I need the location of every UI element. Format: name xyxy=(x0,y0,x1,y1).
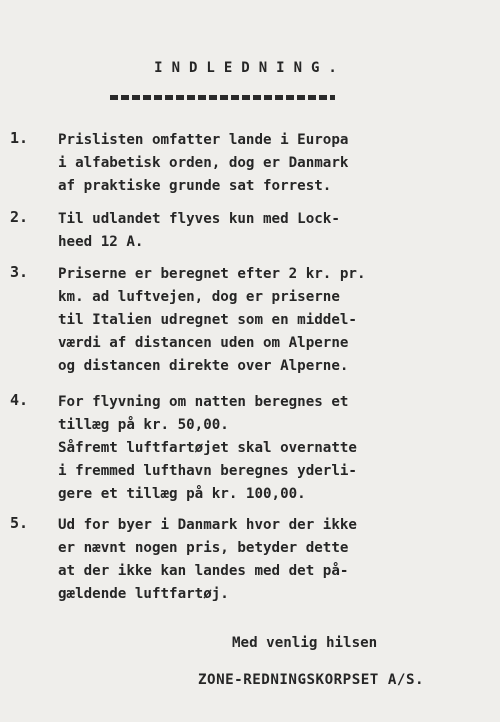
item-number: 4. xyxy=(10,391,29,409)
item-number: 5. xyxy=(10,514,29,532)
heading: INDLEDNING. xyxy=(154,60,346,76)
item-text: Prislisten omfatter lande i Europa i alfabetisk orden, dog er Danmark af praktiske grunde sat forrest. xyxy=(58,132,349,194)
item-number: 3. xyxy=(10,263,29,281)
item-text: For flyvning om natten beregnes et tillæg på kr. 50,00. Såfremt luftfartøjet skal overnatte i fremmed lufthavn beregnes yderli- gere et tillæg på kr. 100,00. xyxy=(58,394,357,502)
item-number: 2. xyxy=(10,208,29,226)
item-text: Priserne er beregnet efter 2 kr. pr. km. ad luftvejen, dog er priserne til Italien udregnet som en middel- værdi af distancen uden om Alperne og distancen direkte over Alperne. xyxy=(58,266,366,374)
item-text: Ud for byer i Danmark hvor der ikke er nævnt nogen pris, betyder dette at der ikke kan landes med det på- gældende luftfartøj. xyxy=(58,517,357,602)
heading-underline xyxy=(110,95,335,100)
item-text: Til udlandet flyves kun med Lock- heed 12 A. xyxy=(58,211,340,250)
item-number: 1. xyxy=(10,129,29,147)
closing-greeting: Med venlig hilsen xyxy=(232,635,378,651)
company-signature: ZONE-REDNINGSKORPSET A/S. xyxy=(198,672,425,688)
